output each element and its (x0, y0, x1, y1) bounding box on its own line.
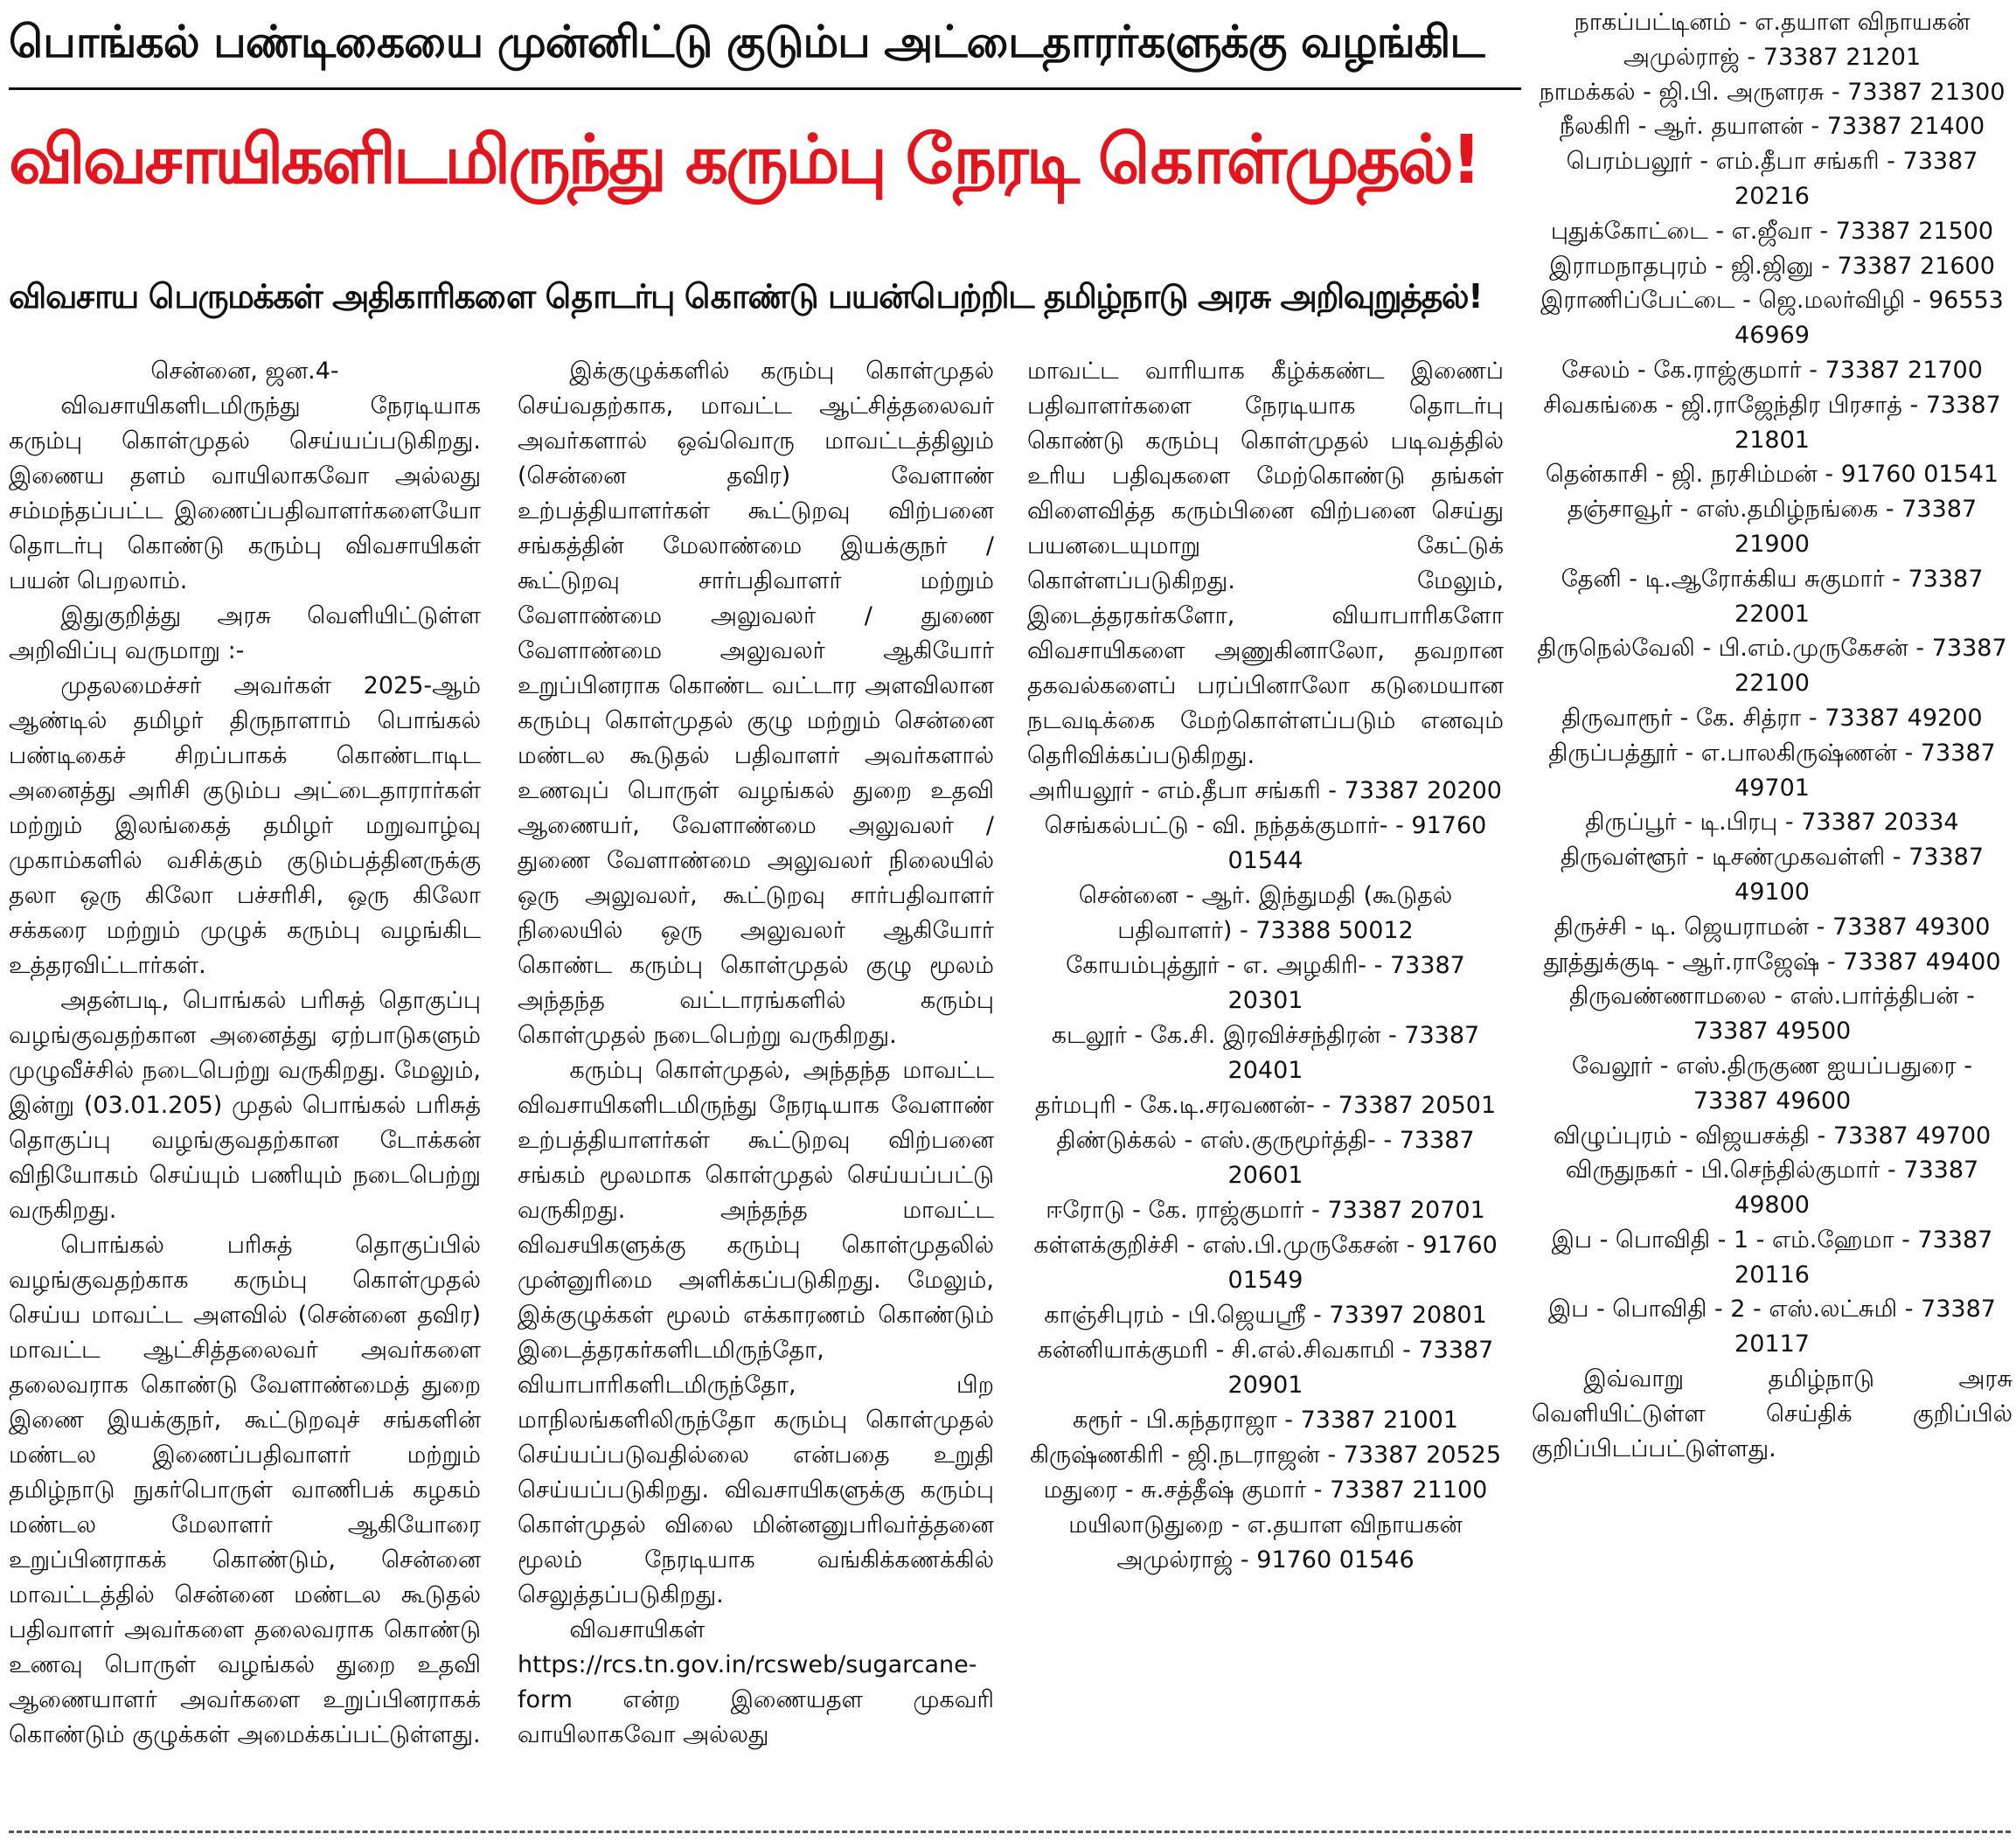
contact-phone: 73387 20701 (1327, 1197, 1485, 1224)
article-column-3 (1027, 354, 1504, 1823)
contact-officer: டி. ஜெயராமன் (1650, 913, 1810, 941)
contact-phone: 73387 49700 (1832, 1122, 1992, 1150)
contact-phone: 73387 20301 (1227, 952, 1465, 1014)
contact-district: விருதுநகர் (1565, 1157, 1678, 1184)
contact-phone: 91760 01546 (1256, 1546, 1415, 1574)
contact-district: நாகப்பட்டினம் (1574, 9, 1732, 36)
contact-entry: தூத்துக்குடி - ஆர்.ராஜேஷ் - 73387 49400 (1543, 948, 2001, 976)
contact-district: திருப்பத்தூர் (1548, 739, 1678, 767)
contact-officer: பி.கந்தராஜா (1145, 1407, 1277, 1434)
contact-district: திருநெல்வேலி (1537, 635, 1695, 663)
contact-phone: 73387 22100 (1734, 635, 2007, 698)
contact-district: திருவள்ளூர் (1560, 844, 1689, 872)
contact-district: கோயம்புத்தூர் (1066, 952, 1220, 979)
contact-list (1532, 5, 2013, 1362)
contact-phone: 73387 49600 (1693, 1087, 1852, 1115)
contact-entry: திருநெல்வேலி - பி.எம்.முருகேசன் - 73387 22100 (1537, 635, 2007, 698)
paragraph: மாவட்ட வாரியாக கீழ்க்கண்ட இணைப் பதிவாளர்களை நேரடியாக தொடர்பு கொண்டு கரும்பு கொள்முதல் படிவத்தில் உரிய பதிவுகளை மேற்கொண்டு தங்கள் விளைவித்த கரும்பினை விற்பனை செய்து பயனடையுமாறு கேட்டுக் கொள்ளப்படுகிறது. மேலும், இடைத்தரகர்களோ, வியாபாரிகளோ விவசாயிகளை அணுகினாலோ, தவறான தகவல்களைப் பரப்பினாலோ கடுமையான நடவடிக்கை மேற்கொள்ளப்படும் எனவும் தெரிவிக்கப்படுகிறது. (1027, 358, 1504, 769)
contact-district: சென்னை (1078, 882, 1178, 909)
contact-phone: 73387 49701 (1734, 739, 1996, 802)
paragraph: விவசாயிகள் https://rcs.tn.gov.in/rcsweb/sugarcane-form என்ற இணையதள முகவரி வாயிலாகவோ அல்லது (518, 1616, 994, 1748)
article-column-1 (9, 354, 481, 1823)
contact-list (1027, 774, 1504, 1578)
contact-phone: 96553 46969 (1734, 287, 2004, 350)
contact-officer: டி.பிரபு (1700, 809, 1778, 837)
contact-phone: 73387 20601 (1227, 1127, 1475, 1189)
contact-district: மதுரை (1043, 1476, 1118, 1504)
contact-officer: வி. நந்தக்குமார்- (1212, 812, 1388, 839)
contact-district: செங்கல்பட்டு (1044, 812, 1189, 839)
contact-district: இப - பொவிதி - 2 (1548, 1296, 1746, 1323)
contact-officer: ஜெ.மலர்விழி (1758, 287, 1906, 315)
contact-entry: சிவகங்கை - ஜி.ராஜேந்திர பிரசாத் - 73387 21801 (1543, 391, 2001, 454)
contact-officer: ஆர். தயாளன் (1654, 113, 1804, 141)
contact-phone: 73387 20117 (1734, 1296, 1996, 1358)
contact-officer: எஸ்.திருகுண ஐயப்பதுரை (1676, 1052, 1957, 1080)
contact-entry: தேனி - டி.ஆரோக்கிய சுகுமார் - 73387 22001 (1561, 565, 1984, 628)
contact-phone: 73387 22001 (1734, 565, 1984, 628)
paragraph: இக்குழுக்களில் கரும்பு கொள்முதல் செய்வதற்காக, மாவட்ட ஆட்சித்தலைவர் அவர்களால் ஒவ்வொரு மாவட்டத்திலும் (சென்னை தவிர) வேளாண் உற்பத்தியாளர்கள் கூட்டுறவு விற்பனை சங்கத்தின் மேலாண்மை இயக்குநர் / கூட்டுறவு சார்பதிவாளர் மற்றும் வேளாண்மை அலுவலர் / துணை வேளாண்மை அலுவலர் ஆகியோர் உறுப்பினராக கொண்ட வட்டார அளவிலான கரும்பு கொள்முதல் குழு மற்றும் சென்னை மண்டல கூடுதல் பதிவாளர் அவர்களால் உணவுப் பொருள் வழங்கல் துறை உதவி ஆணையர், வேளாண்மை அலுவலர் / துணை வேளாண்மை அலுவலர் நிலையில் ஒரு அலுவலர், கூட்டுறவு சார்பதிவாளர் நிலையில் ஒரு அலுவலர் ஆகியோர் கொண்ட கரும்பு கொள்முதல் குழு மூலம் அந்தந்த வட்டாரங்களில் கரும்பு கொள்முதல் நடைபெற்று வருகிறது. (518, 358, 994, 1049)
contact-phone: 73388 50012 (1255, 917, 1414, 944)
contact-district: நாமக்கல் (1539, 78, 1636, 106)
contact-officer: எ. அழகிரி- (1242, 952, 1367, 979)
contact-officer: பி.ஜெயஸ்ரீ (1187, 1302, 1306, 1329)
contact-entry: கடலூர் - கே.சி. இரவிச்சந்திரன் - 73387 20401 (1051, 1022, 1480, 1084)
contact-district: திண்டுக்கல் (1056, 1127, 1177, 1154)
contact-district: திருவாரூர் (1561, 704, 1672, 732)
contact-entry: விருதுநகர் - பி.செந்தில்குமார் - 73387 49800 (1565, 1157, 1979, 1219)
closing-paragraph: இவ்வாறு தமிழ்நாடு அரசு வெளியிட்டுள்ள செய்திக் குறிப்பில் குறிப்பிடப்பட்டுள்ளது. (1532, 1365, 2013, 1462)
contact-entry: புதுக்கோட்டை - எ.ஜீவா - 73387 21500 (1550, 217, 1994, 245)
contact-phone: 73387 21300 (1847, 78, 2006, 106)
headline-top: பொங்கல் பண்டிகையை முன்னிட்டு குடும்ப அட்டைதாரர்களுக்கு வழங்கிட (9, 16, 1484, 67)
contact-phone: 73387 21600 (1837, 252, 1995, 280)
contact-entry: தர்மபுரி - கே.டி.சரவணன்- - 73387 20501 (1034, 1092, 1497, 1119)
contact-officer: கே. ராஜ்குமார் (1148, 1197, 1304, 1224)
contact-entry: தென்காசி - ஜி. நரசிம்மன் - 91760 01541 (1545, 461, 1999, 489)
contact-officer: எ.தயாள விநாயகன் அமுல்ராஜ் (1623, 9, 1971, 71)
contact-phone: 73387 21700 (1825, 356, 1983, 384)
contact-entry: கரூர் - பி.கந்தராஜா - 73387 21001 (1073, 1407, 1458, 1434)
contact-officer: ஆர்.ராஜேஷ் (1682, 948, 1820, 976)
contact-phone: 73387 49500 (1693, 1018, 1852, 1046)
contact-entry: இப - பொவிதி - 2 - எஸ்.லட்சுமி - 73387 20117 (1548, 1296, 1996, 1358)
contact-entry: நாகப்பட்டினம் - எ.தயாள விநாயகன் அமுல்ராஜ் - 73387 21201 (1574, 9, 1971, 71)
headline-sub: விவசாய பெருமக்கள் அதிகாரிகளை தொடர்பு கொண்டு பயன்பெற்றிட தமிழ்நாடு அரசு அறிவுறுத்தல்! (9, 278, 1483, 316)
contact-district: திருவண்ணாமலை (1569, 983, 1767, 1011)
contact-district: தென்காசி (1545, 461, 1649, 489)
contact-phone: 73387 20501 (1338, 1092, 1497, 1119)
contact-phone: 73387 21100 (1330, 1476, 1488, 1504)
contact-officer: எஸ்.பி.முருகேசன் (1202, 1232, 1399, 1259)
contact-officer: எஸ்.பார்த்திபன் (1790, 983, 1959, 1011)
contact-district: கிருஷ்ணகிரி (1029, 1442, 1164, 1469)
contact-officer: எ.தயாள விநாயகன் அமுல்ராஜ் (1116, 1511, 1463, 1574)
contact-entry: இப - பொவிதி - 1 - எம்.ஹேமா - 73387 20116 (1551, 1226, 1993, 1289)
contact-district: சிவகங்கை (1543, 391, 1658, 419)
contact-district: இராமநாதபுரம் (1549, 252, 1707, 280)
contact-phone: 73397 20801 (1329, 1302, 1487, 1329)
contact-entry: திருப்பூர் - டி.பிரபு - 73387 20334 (1585, 809, 1959, 837)
contact-district: புதுக்கோட்டை (1550, 217, 1708, 245)
contact-district: இராணிப்பேட்டை (1540, 287, 1735, 315)
contact-district: கரூர் (1073, 1407, 1123, 1434)
contact-officer: ஜி.ராஜேந்திர பிரசாத் (1680, 391, 1902, 419)
contact-phone: 73387 49100 (1734, 844, 1985, 906)
contact-district: அரியலூர் (1028, 777, 1134, 804)
contact-entry: கிருஷ்ணகிரி - ஜி.நடராஜன் - 73387 20525 (1029, 1442, 1502, 1469)
contact-entry: தஞ்சாவூர் - எஸ்.தமிழ்நங்கை - 73387 21900 (1567, 496, 1978, 558)
contact-entry: திருவாரூர் - கே. சித்ரா - 73387 49200 (1561, 704, 1983, 732)
contact-district: ஈரோடு (1046, 1197, 1125, 1224)
contact-officer: ஜி. நரசிம்மன் (1672, 461, 1818, 489)
contact-phone: 73387 49400 (1843, 948, 2001, 976)
contact-officer: எ.பாலகிருஷ்ணன் (1700, 739, 1897, 767)
contact-phone: 73387 20116 (1734, 1226, 1993, 1289)
contact-officer: கே.டி.சரவணன்- (1139, 1092, 1315, 1119)
contact-entry: கோயம்புத்தூர் - எ. அழகிரி- - 73387 20301 (1066, 952, 1465, 1014)
contact-entry: இராமநாதபுரம் - ஜி.ஜினு - 73387 21600 (1549, 252, 1995, 280)
contact-officer: டி.ஆரோக்கிய சுகுமார் (1644, 565, 1885, 593)
contact-entry: அரியலூர் - எம்.தீபா சங்கரி - 73387 20200 (1028, 777, 1502, 804)
paragraph: முதலமைச்சர் அவர்கள் 2025-ஆம் ஆண்டில் தமிழர் திருநாளாம் பொங்கல் பண்டிகைச் சிறப்பாகக் கொண்டாடிட அனைத்து அரிசி குடும்ப அட்டைதாரார்கள் மற்றும் இலங்கைத் தமிழர் மறுவாழ்வு முகாம்களில் வசிக்கும் குடும்பத்தினருக்கு தலா ஒரு கிலோ பச்சரிசி, ஒரு கிலோ சக்கரை மற்றும் முழுக் கரும்பு வழங்கிட உத்தரவிட்டார்கள். (9, 672, 481, 979)
contact-officer: பி.எம்.முருகேசன் (1718, 635, 1908, 663)
contact-phone: 73387 49800 (1734, 1157, 1979, 1219)
contact-phone: 73387 20200 (1344, 777, 1502, 804)
contact-entry: மயிலாடுதுறை - எ.தயாள விநாயகன் அமுல்ராஜ் - 91760 01546 (1068, 1511, 1463, 1574)
contact-phone: 91760 01541 (1840, 461, 1999, 489)
contact-entry: பெரம்பலூர் - எம்.தீபா சங்கரி - 73387 20216 (1566, 148, 1978, 210)
contact-phone: 73387 21201 (1762, 43, 1922, 71)
contact-officer: ஜி.ஜினு (1730, 252, 1814, 280)
contact-officer: எஸ்.குருமூர்த்தி- (1199, 1127, 1376, 1154)
contact-entry: திருப்பத்தூர் - எ.பாலகிருஷ்ணன் - 73387 49701 (1548, 739, 1996, 802)
contact-phone: 73387 21500 (1835, 217, 1994, 245)
paragraph: அதன்படி, பொங்கல் பரிசுத் தொகுப்பு வழங்குவதற்கான அனைத்து ஏற்பாடுகளும் முழுவீச்சில் நடைபெற்று வருகிறது. மேலும், இன்று (03.01.205) முதல் பொங்கல் பரிசுத் தொகுப்பு வழங்குவதற்கான டோக்கன் விநியோகம் செய்யும் பணியும் நடைபெற்று வருகிறது. (9, 987, 481, 1224)
dateline: சென்னை, ஜன.4- (150, 358, 339, 385)
contact-district: கள்ளக்குறிச்சி (1033, 1232, 1179, 1259)
contact-entry: மதுரை - சு.சத்தீஷ் குமார் - 73387 21100 (1043, 1476, 1488, 1504)
paragraph: பொங்கல் பரிசுத் தொகுப்பில் வழங்குவதற்காக கரும்பு கொள்முதல் செய்ய மாவட்ட அளவில் (சென்னை தவிர) மாவட்ட ஆட்சித்தலைவர் அவர்களை தலைவராக கொண்டு வேளாண்மைத் துறை இணை இயக்குநர், கூட்டுறவுச் சங்களின் மண்டல இணைப்பதிவாளர் மற்றும் தமிழ்நாடு நுகர்பொருள் வாணிபக் கழகம் மண்டல மேலாளர் ஆகியோரை உறுப்பினராகக் கொண்டும், சென்னை மாவட்டத்தில் சென்னை மண்டல கூடுதல் பதிவாளர் அவர்களை தலைவராக கொண்டு உணவு பொருள் வழங்கல் துறை உதவி ஆணையாளர் அவர்களை உறுப்பினராகக் கொண்டும் குழுக்கள் அமைக்கப்பட்டுள்ளது. (9, 1232, 481, 1748)
contact-district: இப - பொவிதி - 1 (1551, 1226, 1749, 1254)
contact-officer: கே.சி. இரவிச்சந்திரன் (1150, 1022, 1381, 1049)
contact-district: திருச்சி (1554, 913, 1627, 941)
contact-district: கன்னியாக்குமரி (1037, 1337, 1208, 1364)
contact-entry: நாமக்கல் - ஜி.பி. அருளரசு - 73387 21300 (1539, 78, 2006, 106)
contact-entry: வேலூர் - எஸ்.திருகுண ஐயப்பதுரை - 73387 49600 (1572, 1052, 1972, 1115)
contact-phone: 73387 20901 (1227, 1337, 1494, 1399)
bottom-dashed-rule (9, 1831, 2011, 1833)
contact-officer: சு.சத்தீஷ் குமார் (1141, 1476, 1307, 1504)
contact-entry: நீலகிரி - ஆர். தயாளன் - 73387 21400 (1559, 113, 1985, 141)
contact-officer: ஜி.நடராஜன் (1187, 1442, 1320, 1469)
contact-entry: திருவள்ளூர் - டிசண்முகவள்ளி - 73387 49100 (1560, 844, 1985, 906)
contact-district: பெரம்பலூர் (1566, 148, 1693, 176)
contact-phone: 73387 21400 (1826, 113, 1985, 141)
contact-phone: 73387 20334 (1801, 809, 1959, 837)
contact-entry: திண்டுக்கல் - எஸ்.குருமூர்த்தி- - 73387 20601 (1056, 1127, 1475, 1189)
contact-phone: 73387 21900 (1734, 496, 1978, 558)
contact-district: தேனி (1561, 565, 1622, 593)
contact-officer: எம்.தீபா சங்கரி (1715, 148, 1880, 176)
contact-phone: 73387 49200 (1825, 704, 1983, 732)
contact-entry: சேலம் - கே.ராஜ்குமார் - 73387 21700 (1561, 356, 1983, 384)
contact-district: தர்மபுரி (1034, 1092, 1116, 1119)
contact-district: சேலம் (1561, 356, 1630, 384)
headline-rule (9, 87, 1521, 90)
contact-entry: கள்ளக்குறிச்சி - எஸ்.பி.முருகேசன் - 91760 01549 (1033, 1232, 1498, 1294)
contact-officer: எ.ஜீவா (1731, 217, 1812, 245)
contact-officer: பி.செந்தில்குமார் (1700, 1157, 1880, 1184)
contact-entry: கன்னியாக்குமரி - சி.எல்.சிவகாமி - 73387 20901 (1037, 1337, 1494, 1399)
contact-phone: 73387 21801 (1734, 391, 2001, 454)
contact-officer: கே.ராஜ்குமார் (1653, 356, 1802, 384)
paragraph: கரும்பு கொள்முதல், அந்தந்த மாவட்ட விவசாயிகளிடமிருந்து நேரடியாக வேளாண் உற்பத்தியாளர்கள் கூட்டுறவு விற்பனை சங்கம் மூலமாக கொள்முதல் செய்யப்பட்டு வருகிறது. அந்தந்த மாவட்ட விவசயிகளுக்கு கரும்பு கொள்முதலில் முன்னுரிமை அளிக்கப்படுகிறது. மேலும், இக்குழுக்கள் மூலம் எக்காரணம் கொண்டும் இடைத்தரகர்களிடமிருந்தோ, வியாபாரிகளிடமிருந்தோ, பிற மாநிலங்களிலிருந்தோ கரும்பு கொள்முதல் செய்யப்படுவதில்லை என்பதை உறுதி செய்யப்படுகிறது. விவசாயிகளுக்கு கரும்பு கொள்முதல் விலை மின்னனுபரிவர்த்தனை மூலம் நேரடியாக வங்கிக்கணக்கில் செலுத்தப்படுகிறது. (518, 1057, 994, 1608)
contact-district: திருப்பூர் (1585, 809, 1677, 837)
contact-district: மயிலாடுதுறை (1068, 1511, 1224, 1539)
contact-district: விழுப்புரம் (1553, 1122, 1672, 1150)
contact-officer: எம்.ஹேமா (1772, 1226, 1894, 1254)
contact-entry: திருவண்ணாமலை - எஸ்.பார்த்திபன் - 73387 49500 (1569, 983, 1975, 1046)
contact-officer: எம்.தீபா சங்கரி (1157, 777, 1321, 804)
article-column-2 (518, 354, 994, 1823)
contact-entry: இராணிப்பேட்டை - ஜெ.மலர்விழி - 96553 46969 (1540, 287, 2004, 350)
contact-officer: டிசண்முகவள்ளி (1712, 844, 1886, 872)
contact-officer: விஜயசக்தி (1695, 1122, 1810, 1150)
contact-district: நீலகிரி (1559, 113, 1631, 141)
contact-officer: கே. சித்ரா (1695, 704, 1802, 732)
contact-officer: ஆர். இந்துமதி (கூடுதல் பதிவாளர்) (1117, 882, 1453, 944)
headline-main: விவசாயிகளிடமிருந்து கரும்பு நேரடி கொள்முதல்! (9, 121, 1479, 199)
contact-phone: 73387 20216 (1734, 148, 1978, 210)
paragraph: இதுகுறித்து அரசு வெளியிட்டுள்ள அறிவிப்பு வருமாறு :- (9, 602, 481, 664)
contact-phone: 73387 21001 (1300, 1407, 1458, 1434)
contact-phone: 91760 01544 (1227, 812, 1487, 874)
contact-district: வேலூர் (1572, 1052, 1653, 1080)
contact-district: காஞ்சிபுரம் (1044, 1302, 1164, 1329)
contact-phone: 73387 49300 (1832, 913, 1991, 941)
contact-officer: ஜி.பி. அருளரசு (1658, 78, 1825, 106)
contact-officer: எஸ்.தமிழ்நங்கை (1695, 496, 1879, 524)
contact-entry: செங்கல்பட்டு - வி. நந்தக்குமார்- - 91760 01544 (1044, 812, 1487, 874)
contact-entry: ஈரோடு - கே. ராஜ்குமார் - 73387 20701 (1046, 1197, 1485, 1224)
contact-phone: 73387 20525 (1343, 1442, 1502, 1469)
contact-district: தஞ்சாவூர் (1567, 496, 1673, 524)
contact-phone: 73387 20401 (1227, 1022, 1480, 1084)
contact-entry: திருச்சி - டி. ஜெயராமன் - 73387 49300 (1554, 913, 1991, 941)
contact-district: கடலூர் (1051, 1022, 1127, 1049)
contact-officer: எஸ்.லட்சுமி (1769, 1296, 1898, 1323)
contact-entry: காஞ்சிபுரம் - பி.ஜெயஸ்ரீ - 73397 20801 (1044, 1302, 1487, 1329)
paragraph: விவசாயிகளிடமிருந்து நேரடியாக கரும்பு கொள்முதல் செய்யப்படுகிறது. இணைய தளம் வாயிலாகவோ அல்லது சம்மந்தப்பட்ட இணைப்பதிவாளர்களையோ தொடர்பு கொண்டு கரும்பு விவசாயிகள் பயன் பெறலாம். (9, 393, 481, 594)
contact-entry: சென்னை - ஆர். இந்துமதி (கூடுதல் பதிவாளர்) - 73388 50012 (1078, 882, 1453, 944)
contact-phone: 91760 01549 (1227, 1232, 1498, 1294)
contact-district: தூத்துக்குடி (1543, 948, 1659, 976)
contact-entry: விழுப்புரம் - விஜயசக்தி - 73387 49700 (1553, 1122, 1992, 1150)
contact-officer: சி.எல்.சிவகாமி (1231, 1337, 1395, 1364)
article-column-4 (1532, 5, 2013, 1824)
